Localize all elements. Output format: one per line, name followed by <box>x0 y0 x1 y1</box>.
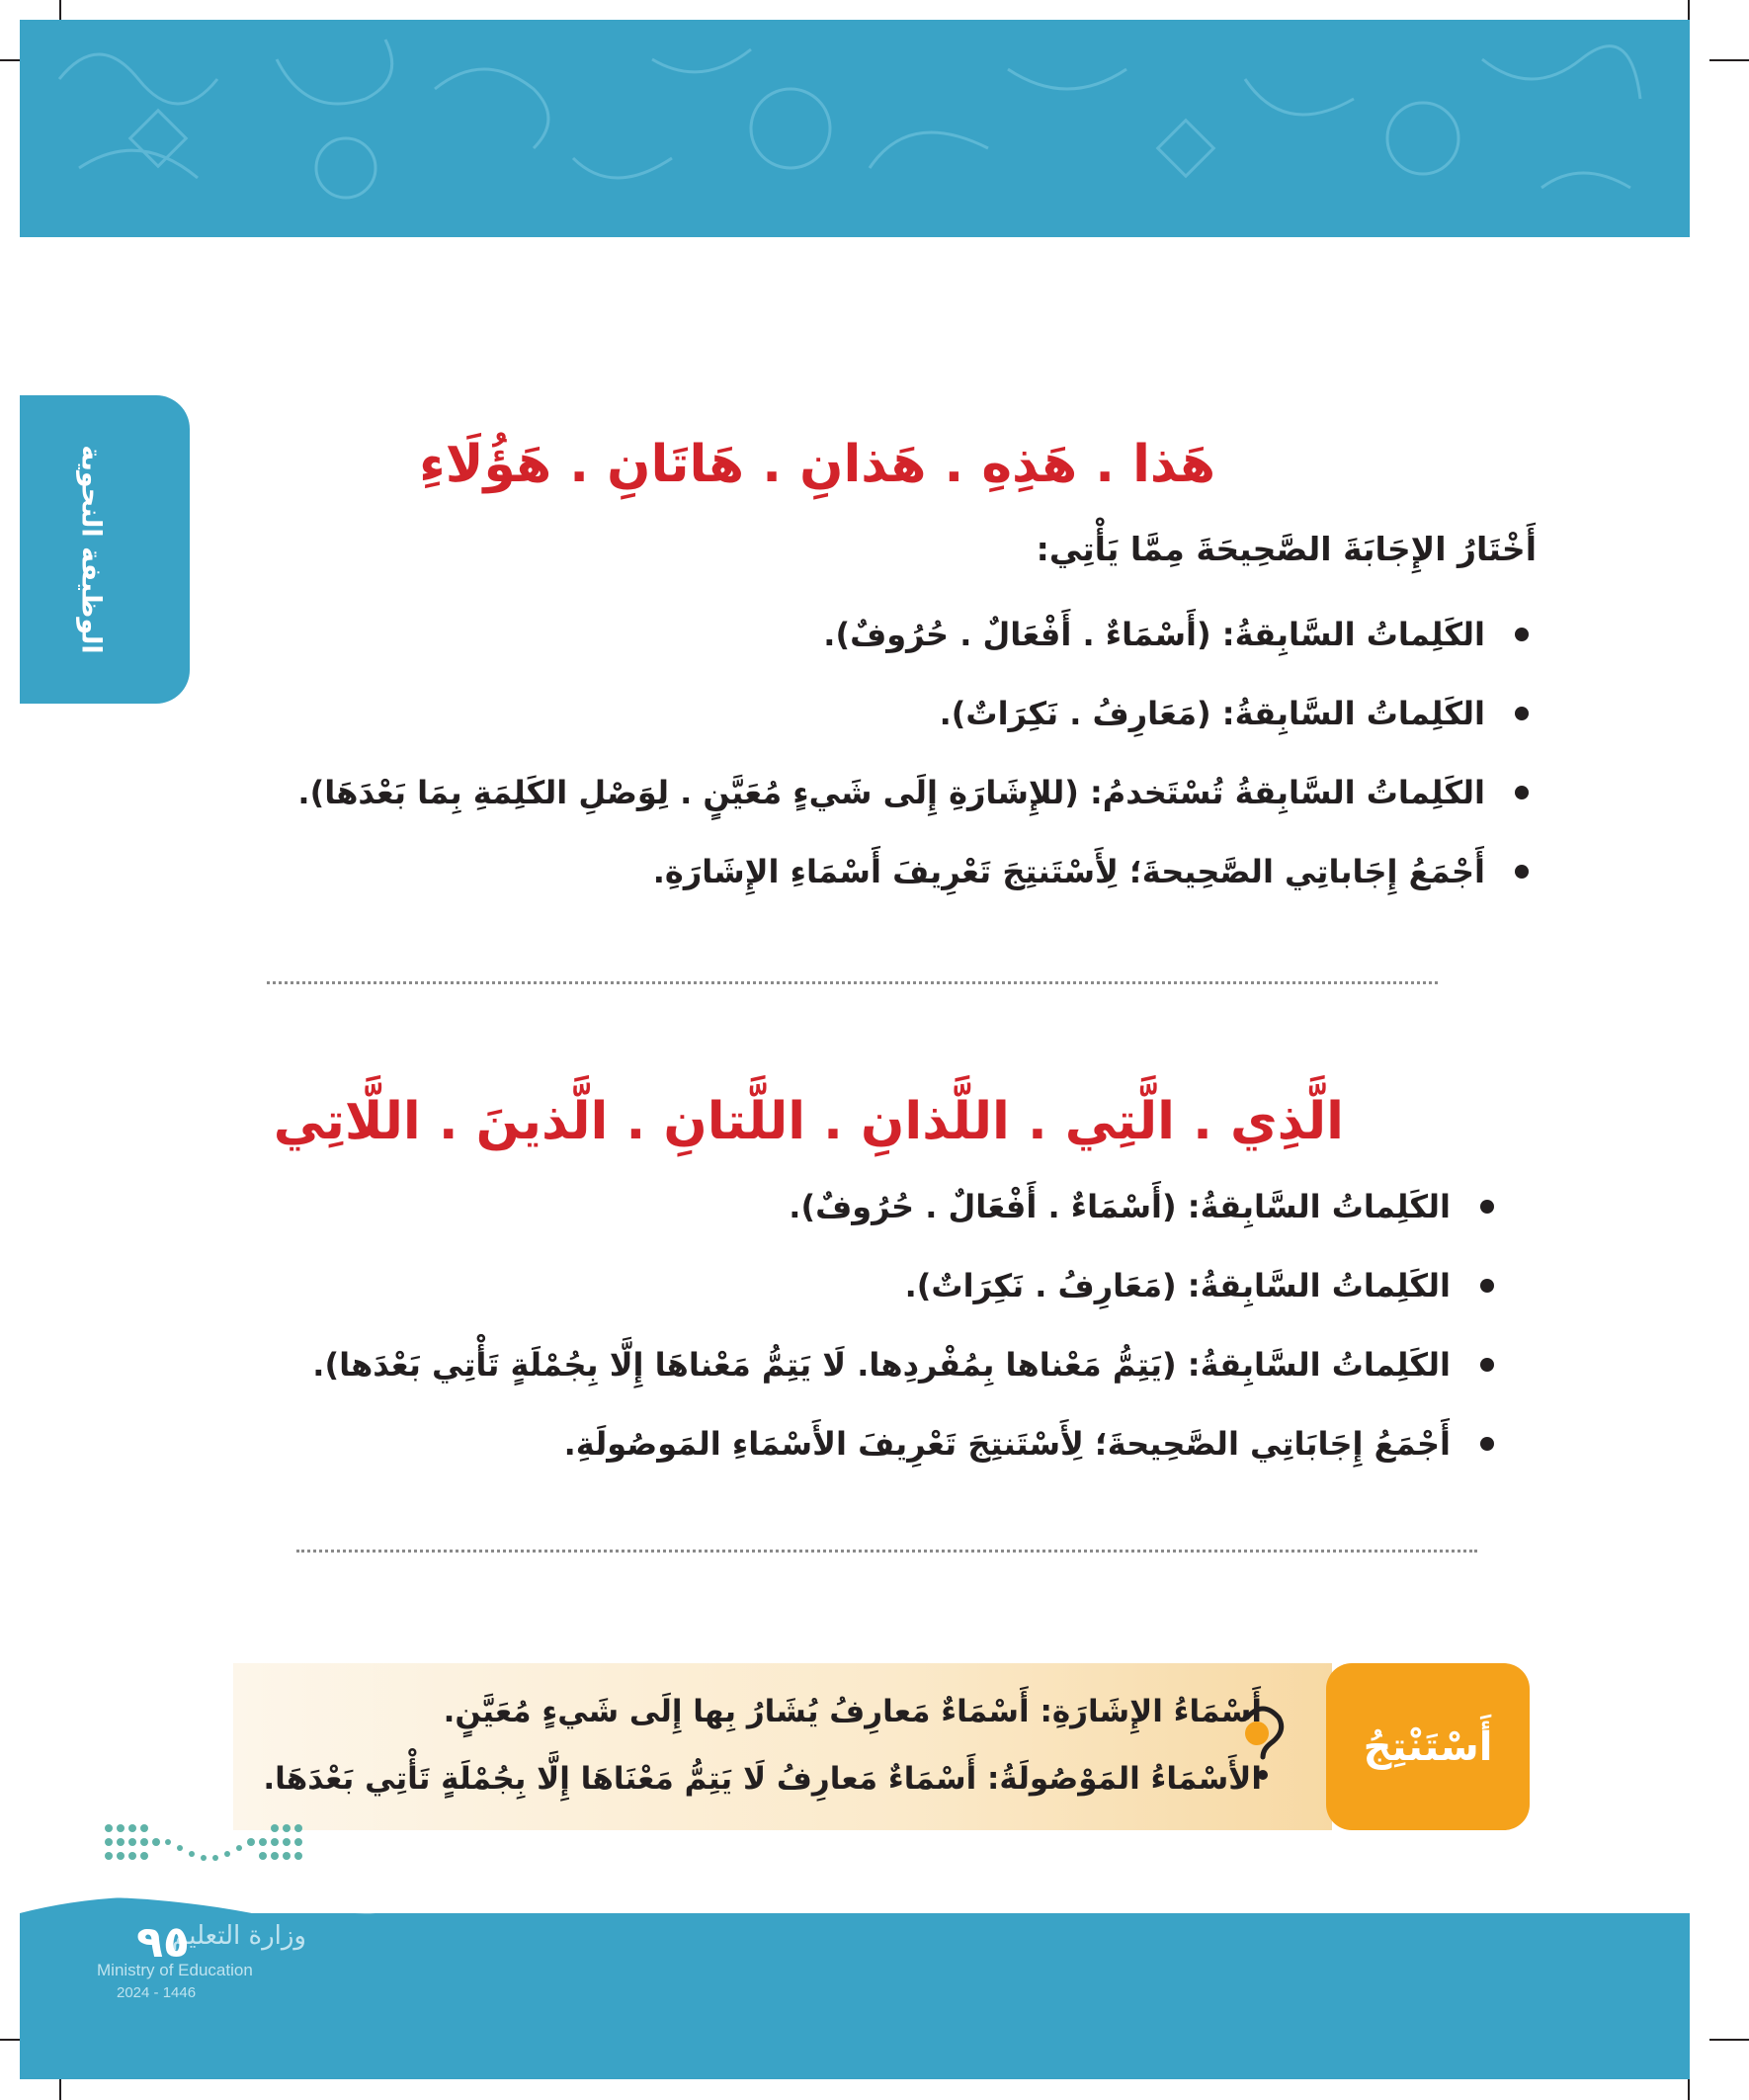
list-item <box>297 765 1537 844</box>
ministry-name-en: Ministry of Education <box>97 1961 253 1979</box>
section1-title: هَذا . هَذِهِ . هَذانِ . هَاتَانِ . هَؤُلَاءِ <box>419 435 1215 494</box>
list-item <box>297 686 1537 765</box>
conclusion-line-1: أَسْمَاءُ الإِشَارَةِ: أَسْمَاءٌ مَعارِفُ يُشَارُ بِها إِلَى شَيءٍ مُعَيَّنٍ. <box>443 1694 1262 1729</box>
bullet-dot <box>1515 628 1529 641</box>
list-item <box>297 607 1537 686</box>
section2-title: الَّذِي . الَّتِي . اللَّذانِ . اللَّتانِ . الَّذينَ . اللَّاتِي <box>273 1092 1344 1151</box>
crop-mark <box>1709 2039 1749 2041</box>
section-divider <box>267 981 1438 984</box>
conclusion-strip <box>233 1663 1332 1830</box>
bullet-dot <box>1515 707 1529 720</box>
bullet-dot <box>1480 1279 1494 1293</box>
list-item-text: الكَلِماتُ السَّابِقةُ تُسْتَخدمُ: (للإِشَارَةِ إِلَى شَيءٍ مُعَيَّنٍ . لِوَصْلِ الكَلِمَةِ بِمَا بَعْدَهَا). <box>297 774 1485 811</box>
list-item-text: الكَلِماتُ السَّابِقةُ: (يَتِمُّ مَعْناها بِمُفْردِها. لَا يَتِمُّ مَعْناهَا إِلَّا بِجُمْلَةٍ تَأْتِي بَعْدَها). <box>312 1346 1451 1384</box>
section1-intro: أَخْتَارُ الإِجَابَةَ الصَّحِيحَةَ مِمَّا يَأْتِي: <box>1036 530 1537 568</box>
section-divider <box>296 1550 1477 1553</box>
list-item <box>312 1258 1502 1337</box>
list-item <box>312 1337 1502 1416</box>
list-item <box>297 844 1537 923</box>
list-item-text: الكَلِماتُ السَّابِقةُ: (أَسْمَاءٌ . أَفْعَالٌ . حُرُوفٌ). <box>823 616 1485 653</box>
list-item-text: الكَلِماتُ السَّابِقةُ: (أَسْمَاءٌ . أَفْعَالٌ . حُرُوفٌ). <box>789 1188 1451 1225</box>
section2-list <box>312 1179 1502 1495</box>
crop-mark <box>1709 59 1749 61</box>
ministry-year: 2024 - 1446 <box>117 1984 197 2001</box>
header-pattern <box>20 20 1690 237</box>
bullet-dot <box>1515 865 1529 879</box>
section1-list <box>297 607 1537 923</box>
page-number: ٩٥ <box>136 1917 190 1968</box>
conclusion-line-2: الأَسْمَاءُ المَوْصُولَةُ: أَسْمَاءٌ مَعارِفُ لَا يَتِمُّ مَعْنَاهَا إِلَّا بِجُمْلَةٍ تَأْتِي بَعْدَهَا. <box>263 1761 1262 1797</box>
bullet-dot <box>1515 786 1529 799</box>
list-item-text: أَجْمَعُ إِجَاباتِي الصَّحِيحةَ؛ لِأَسْتَنتِجَ تَعْرِيفَ أَسْمَاءِ الإِشَارَةِ. <box>652 853 1485 890</box>
list-item-text: الكَلِماتُ السَّابِقةُ: (مَعَارِفُ . نَكِرَاتٌ). <box>939 695 1485 732</box>
list-item <box>312 1416 1502 1495</box>
bullet-dot <box>1480 1358 1494 1372</box>
bullet-dot <box>1480 1437 1494 1451</box>
list-item <box>312 1179 1502 1258</box>
ministry-name: وزارة التعليم <box>171 1921 306 1951</box>
list-item-text: أَجْمَعُ إِجَابَاتِي الصَّحِيحةَ؛ لِأَسْتَنتِجَ تَعْرِيفَ الأَسْمَاءِ المَوصُولَةِ. <box>563 1425 1451 1463</box>
bullet-dot <box>1480 1200 1494 1214</box>
conclusion-label: أَسْتَنْتِجُ <box>1326 1663 1530 1830</box>
side-tab-label: الوظيفة النحوية <box>75 445 107 654</box>
list-item-text: الكَلِماتُ السَّابِقةُ: (مَعَارِفُ . نَكِرَاتٌ). <box>904 1267 1451 1304</box>
header-band <box>20 20 1690 237</box>
